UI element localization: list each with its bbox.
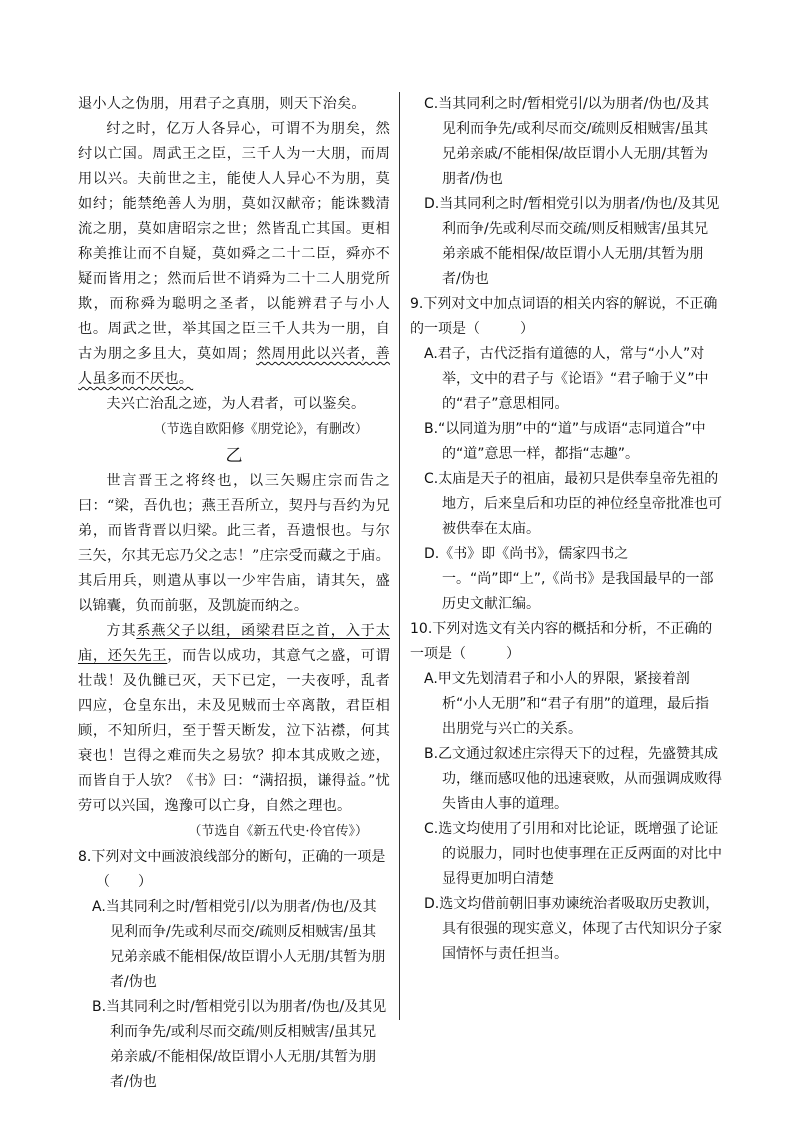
question-9-option-b: B.“以同道为朋”中的“道”与成语“志同道合”中的“道”意思一样，都指“志趣”。 [424,421,706,462]
passage-a-paragraph-2 [78,117,390,392]
question-9-stem-end: ） [520,321,534,337]
question-8-answer-paren: （ ） [96,874,152,890]
question-8-option-c: C.当其同利之时/暂相党引/以为朋者/伪也/及其见利而争先/或利尽而交/疏则反相贼害/虽其兄弟亲戚/不能相保/故臣谓小人无朋/其暂为朋者/伪也 [424,96,710,187]
question-8 [78,845,390,1095]
question-10-option-c: C.选文均使用了引用和对比论证，既增强了论证的说服力，同时也使事理在正反两面的对比中显得更加明白清楚 [424,821,722,887]
question-8-option-a: A.当其同利之时/暂相党引/以为朋者/伪也/及其见利而争/先或利尽而交/疏则反相贼害/虽其兄弟亲戚不能相保/故臣谓小人无朋/其暂为朋者/伪也 [92,899,386,990]
question-10-option-a: A.甲文先划清君子和小人的界限，紧接着剖析“小人无朋”和“君子有朋”的道理，最后指出朋党与兴亡的关系。 [424,671,710,737]
question-10-option-b: B.乙文通过叙述庄宗得天下的过程，先盛赞其成功，继而感叹他的迅速衰败，从而强调成败得失皆由人事的道理。 [424,746,722,812]
question-9-option-c: C.太庙是天子的祖庙，最初只是供奉皇帝先祖的地方，后来皇后和功臣的神位经皇帝批准也可被供奉在太庙。 [424,471,722,537]
question-9-option-d: D.《书》即《尚书》，儒家四书之一。“尚”即“上”,《尚书》是我国最早的一部历史文献汇编。 [424,546,714,612]
passage-b-paragraph-2 [78,619,390,819]
question-8-continued [410,92,722,292]
question-8-stem-text: 8.下列对文中画波浪线部分的断句，正确的一项是 [78,849,386,865]
question-9-stem-text: 9.下列对文中加点词语的相关内容的解说，不正确的一项是（ [410,296,718,337]
passage-b-paragraph-2-rest: ，而告以成功，其意气之盛，可谓壮哉！及仇雠已灭，天下已定，一夫夜呼，乱者四应，仓皇东出，未及见贼而士卒离散，君臣相顾，不知所归，至于誓天断发，泣下沾襟，何其衰也！岂得之难而失之易欤？抑本其成败之迹，而皆自于人欤？《书》曰：“满招损，谦得益。”忧劳可以兴国，逸豫可以亡身，自然之理也。 [78,648,390,814]
passage-b-source: （节选自《新五代史·伶官传》） [188,824,368,839]
passage-a-paragraph-2-text: 纣之时，亿万人各异心，可谓不为朋矣，然纣以亡国。周武王之臣，三千人为一大朋，而周用以兴。夫前世之主，能使人人异心不为朋，莫如纣；能禁绝善人为朋，莫如汉献帝；能诛戮清流之朋，莫如唐昭宗之世；然皆乱亡其国。更相称美推让而不自疑，莫如舜之二十二臣，舜亦不疑而皆用之；然而后世不诮舜为二十二人朋党所欺，而称舜为聪明之圣者，以能辨君子与小人也。周武之世，举其国之臣三千人共为一朋，自古为朋之多且大，莫如周； [78,121,390,362]
passage-b-underlined-sentence: 系燕父子以组，函梁君臣之首，入于太庙，还矢先王 [78,623,390,664]
question-9-option-a: A.君子，古代泛指有道德的人，常与“小人”对举，文中的君子与《论语》“君子喻于义”中的“君子”意思相同。 [424,346,709,412]
right-column [410,92,722,967]
question-10-stem [410,617,722,667]
passage-b-paragraph-1: 世言晋王之将终也，以三矢赐庄宗而告之曰：“梁，吾仇也；燕王吾所立，契丹与吾约为兄弟，而皆背晋以归梁。此三者，吾遗恨也。与尔三矢，尔其无忘乃父之志！”庄宗受而藏之于庙。其后用兵，则遣从事以一少牢告庙，请其矢，盛以锦囊，负而前驱，及凯旋而纳之。 [78,473,390,614]
question-8-option-d: D.当其同利之时/暂相党引以为朋者/伪也/及其见利而争/先或利尽而交疏/则反相贼害/虽其兄弟亲戚不能相保/故臣谓小人无朋/其暂为朋者/伪也 [424,196,720,287]
question-10-stem-text: 10.下列对选文有关内容的概括和分析，不正确的一项是（ [410,621,713,662]
question-9-stem [410,292,722,342]
question-10 [410,617,722,967]
passage-b-title: 乙 [225,446,243,466]
question-8-option-b: B.当其同利之时/暂相党引以为朋者/伪也/及其见利而争先/或利尽而交疏/则反相贼害/虽其兄弟亲戚/不能相保/故臣谓小人无朋/其暂为朋者/伪也 [92,999,387,1090]
question-10-stem-end: ） [506,646,520,662]
passage-a-paragraph-3: 夫兴亡治乱之迹，为人君者，可以鉴矣。 [106,396,366,412]
left-column [78,92,390,1095]
passage-a-source: （节选自欧阳修《朋党论》，有删改） [153,422,368,437]
column-divider [399,92,400,1020]
question-9 [410,292,722,617]
passage-a-paragraph-1: 退小人之伪朋，用君子之真朋，则天下治矣。 [78,96,366,112]
question-8-stem [78,845,390,870]
passage-a-wavy-underlined-sentence: 然周用此以兴者，善人虽多而不厌也。 [78,346,390,387]
question-10-option-d: D.选文均借前朝旧事劝谏统治者吸取历史教训，具有很强的现实意义，体现了古代知识分子家国情怀与责任担当。 [424,896,722,962]
passage-b-paragraph-2-lead: 方其 [106,623,137,639]
